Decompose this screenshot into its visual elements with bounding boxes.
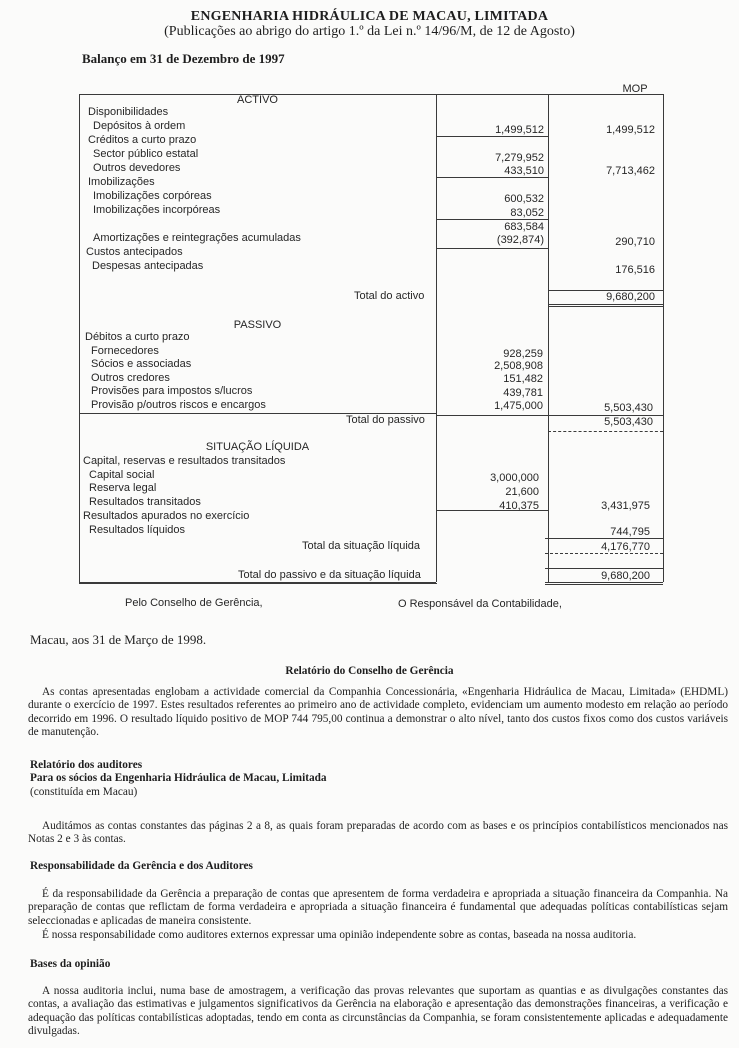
disponibilidades-label: Disponibilidades [88,106,169,118]
custos-label: Custos antecipados [86,246,183,258]
fornecedores-label: Fornecedores [91,345,159,357]
amortizacoes-c1: (392,874) [496,234,544,246]
resultados-transitados-c1: 410,375 [499,500,539,512]
total-situacao-c2: 4,176,770 [601,541,650,553]
outros-devedores-c1: 433,510 [504,165,544,177]
capital-social-label: Capital social [89,469,155,481]
socios-c1: 2,508,908 [494,360,543,372]
sector-c1: 7,279,952 [495,152,544,164]
total-activo-line-bottom2 [548,306,663,307]
passivo-heading: PASSIVO [233,319,282,331]
capital-group-label: Capital, reservas e resultados transitados [83,455,286,467]
despesas-label: Despesas antecipadas [92,260,204,272]
col1-sep [436,415,548,416]
situacao-c2-line [545,538,663,539]
auditors-constituted: (constituída em Macau) [30,786,138,798]
total-activo-label: Total do activo [354,290,425,302]
resultados-transitados-c2: 3,431,975 [601,500,650,512]
reserva-legal-c1: 21,600 [505,486,539,498]
responsibility-paragraph-2: É nossa responsabilidade como auditores externos expressar uma opinião independente sobre as contas, baseada na nossa auditoria. [42,929,637,941]
total-activo-line-bottom [548,304,663,305]
signature-accounting: O Responsável da Contabilidade, [398,598,562,610]
outros-credores-label: Outros credores [91,372,170,384]
signature-board: Pelo Conselho de Gerência, [125,597,263,609]
document-title: ENGENHARIA HIDRÁULICA DE MACAU, LIMITADA [190,9,549,24]
activo-heading: ACTIVO [237,94,278,106]
provisao-outros-c2: 5,503,430 [604,402,653,414]
total-passivo-c2: 5,503,430 [604,416,653,428]
place-date: Macau, aos 31 de Março de 1998. [30,632,207,647]
auditors-addressee: Para os sócios da Engenharia Hidráulica de Macau, Limitada [30,772,327,784]
col1-right-line [548,94,549,582]
col1-sep [436,248,548,249]
total-passivo-dashed [548,431,663,432]
currency-label: MOP [622,83,648,95]
report-title: Relatório do Conselho de Gerência [285,665,454,677]
auditors-intro: Auditámos as contas constantes das páginas 2 a 8, as quais foram preparadas de acordo com as bases e os princípios contabilísticos mencionados nas Notas 2 e 3 às contas. [28,820,728,846]
document-subtitle: (Publicações ao abrigo do artigo 1.º da Lei n.º 14/96/M, de 12 de Agosto) [164,24,575,39]
amortizacoes-c2: 290,710 [615,236,655,248]
col1-sep [436,177,548,178]
grand-total-line-bottom [545,582,663,583]
grand-total-line-bottom2 [545,584,663,585]
bases-paragraph: A nossa auditoria inclui, numa base de amostragem, a verificação das provas relevantes que suportam as quantias e as divulgações constantes das contas, a avaliação das estimativas e julgamentos significativos da Gerência na elaboração e apresentação das demonstrações financeiras, a verificação e adequação das políticas contabilísticas adoptadas, tendo em conta as circunstâncias da Companhia, se foram consistentemente aplicadas e adequadamente divulgadas. [28,985,728,1038]
resultados-apurados-label: Resultados apurados no exercício [83,510,250,522]
situacao-dashed [545,553,663,554]
depositos-label: Depósitos à ordem [93,120,186,132]
sector-label: Sector público estatal [93,148,199,160]
provisoes-label: Provisões para impostos s/lucros [91,385,253,397]
depositos-c1: 1,499,512 [495,124,544,136]
resultados-transitados-label: Resultados transitados [89,496,201,508]
corporeas-label: Imobilizações corpóreas [93,190,212,202]
col1-left-line [436,94,437,582]
col1-sep [436,219,548,220]
responsibility-title: Responsabilidade da Gerência e dos Auditores [30,860,253,872]
col1-sep [436,136,548,137]
incorporeas-c1: 83,052 [510,207,544,219]
resultados-liquidos-label: Resultados líquidos [89,524,186,536]
amortizacoes-label: Amortizações e reintegrações acumuladas [93,232,301,244]
total-passivo-label: Total do passivo [346,414,425,426]
corporeas-c1: 600,532 [504,193,544,205]
resultados-liquidos-c2: 744,795 [610,526,650,538]
provisao-outros-c1: 1,475,000 [494,400,543,412]
outros-devedores-c2: 7,713,462 [606,165,655,177]
grand-total-c2: 9,680,200 [601,570,650,582]
situacao-heading: SITUAÇÃO LÍQUIDA [205,441,310,453]
total-situacao-label: Total da situação líquida [302,540,421,552]
grand-total-line-top [545,568,663,569]
provisoes-c1: 439,781 [503,387,543,399]
table-bottom-line [79,582,436,583]
capital-social-c1: 3,000,000 [490,472,539,484]
fornecedores-c1: 928,259 [503,348,543,360]
balance-sheet-title: Balanço em 31 de Dezembro de 1997 [82,51,285,66]
col2-right-line [663,94,664,582]
auditors-title: Relatório dos auditores [30,759,143,771]
debitos-label: Débitos a curto prazo [85,331,190,343]
depositos-c2: 1,499,512 [606,124,655,136]
provisao-outros-label: Provisão p/outros riscos e encargos [91,399,266,411]
bases-title: Bases da opinião [30,958,111,970]
grand-total-label: Total do passivo e da situação líquida [238,569,421,581]
imob-subtotal-c1: 683,584 [504,221,544,233]
creditos-label: Créditos a curto prazo [88,134,197,146]
outros-credores-c1: 151,482 [503,373,543,385]
outros-devedores-label: Outros devedores [93,162,181,174]
total-activo-c2: 9,680,200 [606,291,655,303]
socios-label: Sócios e associadas [91,358,192,370]
incorporeas-label: Imobilizações incorpóreas [93,204,221,216]
responsibility-paragraph-1: É da responsabilidade da Gerência a preparação de contas que apresentem de forma verdadeira e apropriada a situação financeira da Companhia. Na preparação de contas que reflictam de forma verdadeira e apropriada a situação financeira é fundamental que adequadas políticas contabilísticas sejam seleccionadas e aplicadas de maneira consistente. [28,888,728,927]
report-paragraph: As contas apresentadas englobam a actividade comercial da Companhia Concessionária, «Engenharia Hidráulica de Macau, Limitada» (EHDML) durante o exercício de 1997. Estes resultados referentes ao primeiro ano de actividade completo, evidenciam um aumento modesto em relação ao período decorrido em 1996. O resultado líquido positivo de MOP 744 795,00 continua a demonstrar o alto nível, tanto dos custos fixos como dos custos variáveis de manutenção. [28,686,728,739]
reserva-legal-label: Reserva legal [89,482,157,494]
despesas-c2: 176,516 [615,264,655,276]
imobilizacoes-label: Imobilizações [88,176,155,188]
